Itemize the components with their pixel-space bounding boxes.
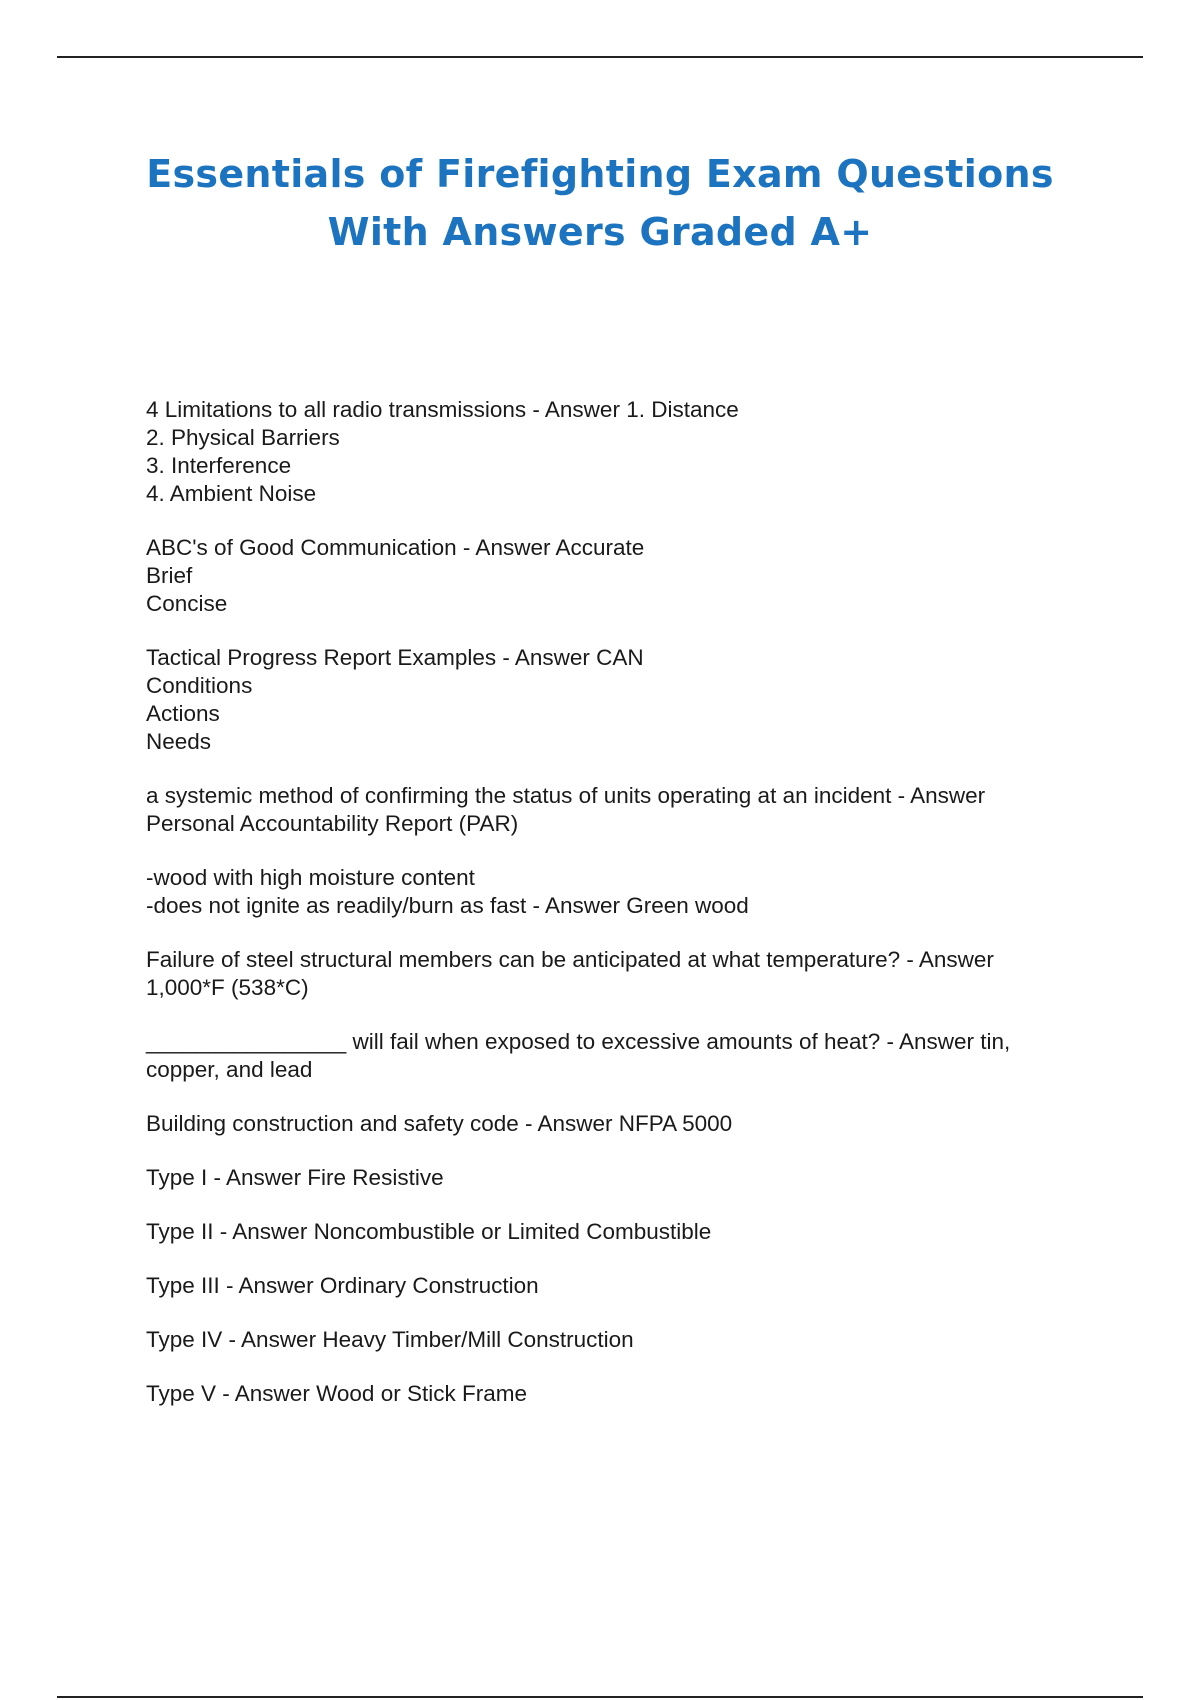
- qa-line: copper, and lead: [146, 1057, 313, 1082]
- qa-line: ________________ will fail when exposed to excessive amounts of heat? - Answer tin,: [146, 1029, 1011, 1054]
- bottom-rule: [57, 1696, 1143, 1698]
- qa-line: Building construction and safety code - Answer NFPA 5000: [146, 1111, 733, 1136]
- qa-line: -wood with high moisture content: [146, 865, 475, 890]
- qa-line: Concise: [146, 591, 228, 616]
- qa-line: 1,000*F (538*C): [146, 975, 309, 1000]
- qa-item: [146, 946, 1096, 1002]
- qa-item: [146, 864, 1096, 920]
- qa-line: 4 Limitations to all radio transmissions - Answer 1. Distance: [146, 397, 739, 422]
- qa-item: [146, 396, 1096, 508]
- qa-line: Brief: [146, 563, 193, 588]
- qa-item: [146, 782, 1096, 838]
- qa-item: [146, 1164, 1096, 1192]
- qa-line: 2. Physical Barriers: [146, 425, 340, 450]
- qa-item: [146, 1380, 1096, 1408]
- qa-line: Type II - Answer Noncombustible or Limited Combustible: [146, 1219, 712, 1244]
- title-line-2: With Answers Graded A+: [327, 210, 873, 254]
- qa-item: [146, 534, 1096, 618]
- qa-line: Personal Accountability Report (PAR): [146, 811, 519, 836]
- qa-line: Type V - Answer Wood or Stick Frame: [146, 1381, 527, 1406]
- qa-line: Actions: [146, 701, 220, 726]
- qa-item: [146, 1272, 1096, 1300]
- qa-line: Conditions: [146, 673, 253, 698]
- question-answer-list: [146, 396, 1096, 1434]
- qa-item: [146, 1218, 1096, 1246]
- title-line-1: Essentials of Firefighting Exam Questions: [146, 152, 1054, 196]
- qa-item: [146, 1028, 1096, 1084]
- qa-line: a systemic method of confirming the status of units operating at an incident - Answer: [146, 783, 986, 808]
- qa-item: [146, 644, 1096, 756]
- qa-line: Type III - Answer Ordinary Construction: [146, 1273, 539, 1298]
- qa-line: Type I - Answer Fire Resistive: [146, 1165, 444, 1190]
- qa-line: 4. Ambient Noise: [146, 481, 317, 506]
- qa-line: Tactical Progress Report Examples - Answer CAN: [146, 645, 644, 670]
- top-rule: [57, 56, 1143, 58]
- qa-line: 3. Interference: [146, 453, 292, 478]
- qa-line: Failure of steel structural members can be anticipated at what temperature? - Answer: [146, 947, 994, 972]
- qa-line: Type IV - Answer Heavy Timber/Mill Construction: [146, 1327, 634, 1352]
- document-title: [60, 145, 1140, 261]
- qa-line: -does not ignite as readily/burn as fast - Answer Green wood: [146, 893, 749, 918]
- qa-line: ABC's of Good Communication - Answer Accurate: [146, 535, 645, 560]
- qa-item: [146, 1326, 1096, 1354]
- qa-item: [146, 1110, 1096, 1138]
- qa-line: Needs: [146, 729, 212, 754]
